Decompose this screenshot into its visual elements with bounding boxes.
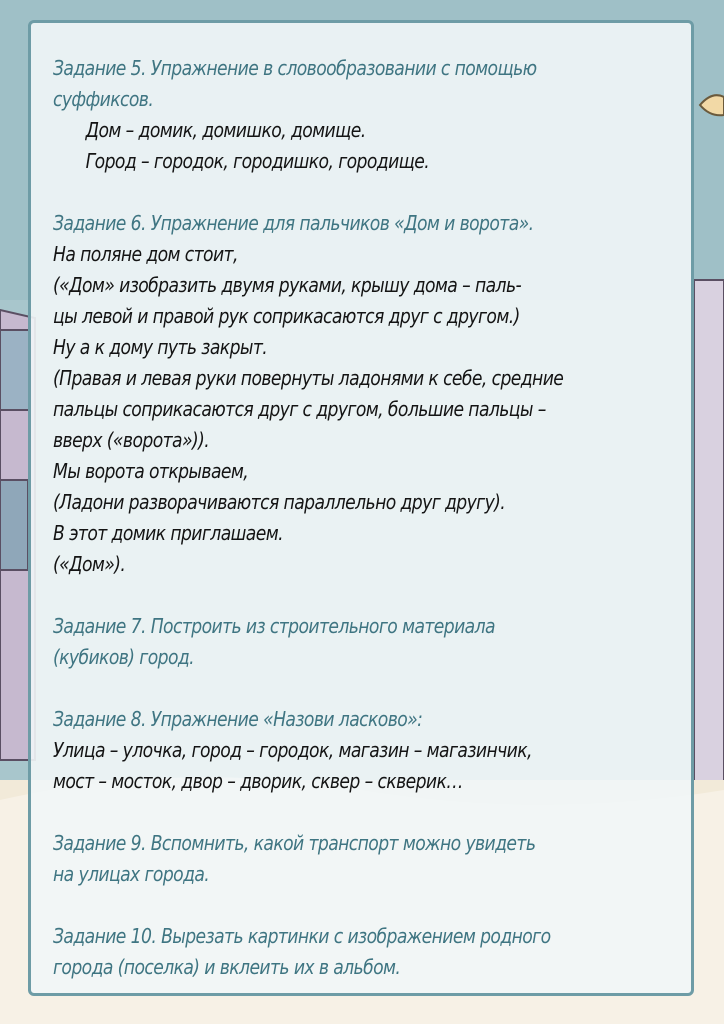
- task-10: [53, 921, 678, 983]
- task-9: [53, 828, 678, 890]
- task-body-line: Мы ворота открываем,: [53, 459, 249, 483]
- task-body-line: (Правая и левая руки повернуты ладонями к себе, средние: [53, 366, 564, 390]
- task-heading: суффиксов.: [53, 87, 154, 111]
- task-body-line: («Дом» изобразить двумя руками, крышу дома – паль-: [53, 273, 522, 297]
- task-heading: Задание 5. Упражнение в словообразовании с помощью: [53, 56, 537, 80]
- task-heading: Задание 9. Вспомнить, какой транспорт можно увидеть: [53, 831, 536, 855]
- task-8: [53, 704, 678, 797]
- task-5: [53, 53, 678, 177]
- task-heading: Задание 8. Упражнение «Назови ласково»:: [53, 707, 423, 731]
- task-heading: Задание 7. Построить из строительного материала: [53, 614, 495, 638]
- task-heading: Задание 10. Вырезать картинки с изображением родного: [53, 924, 551, 948]
- task-7: [53, 611, 678, 673]
- task-heading: на улицах города.: [53, 862, 210, 886]
- task-body-line: Ну а к дому путь закрыт.: [53, 335, 268, 359]
- task-body-line: На поляне дом стоит,: [53, 242, 238, 266]
- task-heading: (кубиков) город.: [53, 645, 195, 669]
- task-body-line: В этот домик приглашаем.: [53, 521, 283, 545]
- task-heading: Задание 6. Упражнение для пальчиков «Дом и ворота».: [53, 211, 534, 235]
- task-body-line: Улица – улочка, город – городок, магазин – магазинчик,: [53, 738, 532, 762]
- task-list: [53, 53, 678, 983]
- task-body-line: Город – городок, городишко, городище.: [85, 149, 430, 173]
- task-6: [53, 208, 678, 580]
- task-heading: города (поселка) и вклеить их в альбом.: [53, 955, 401, 979]
- task-body-line: мост – мосток, двор – дворик, сквер – скверик…: [53, 769, 463, 793]
- task-body-line: Дом – домик, домишко, домище.: [85, 118, 366, 142]
- task-body-line: вверх («ворота»)).: [53, 428, 210, 452]
- task-body-line: пальцы соприкасаются друг с другом, большие пальцы –: [53, 397, 546, 421]
- content-panel: [28, 20, 694, 996]
- task-body-line: цы левой и правой рук соприкасаются друг с другом.): [53, 304, 520, 328]
- task-body-line: («Дом»).: [53, 552, 126, 576]
- task-body-line: (Ладони разворачиваются параллельно друг другу).: [53, 490, 506, 514]
